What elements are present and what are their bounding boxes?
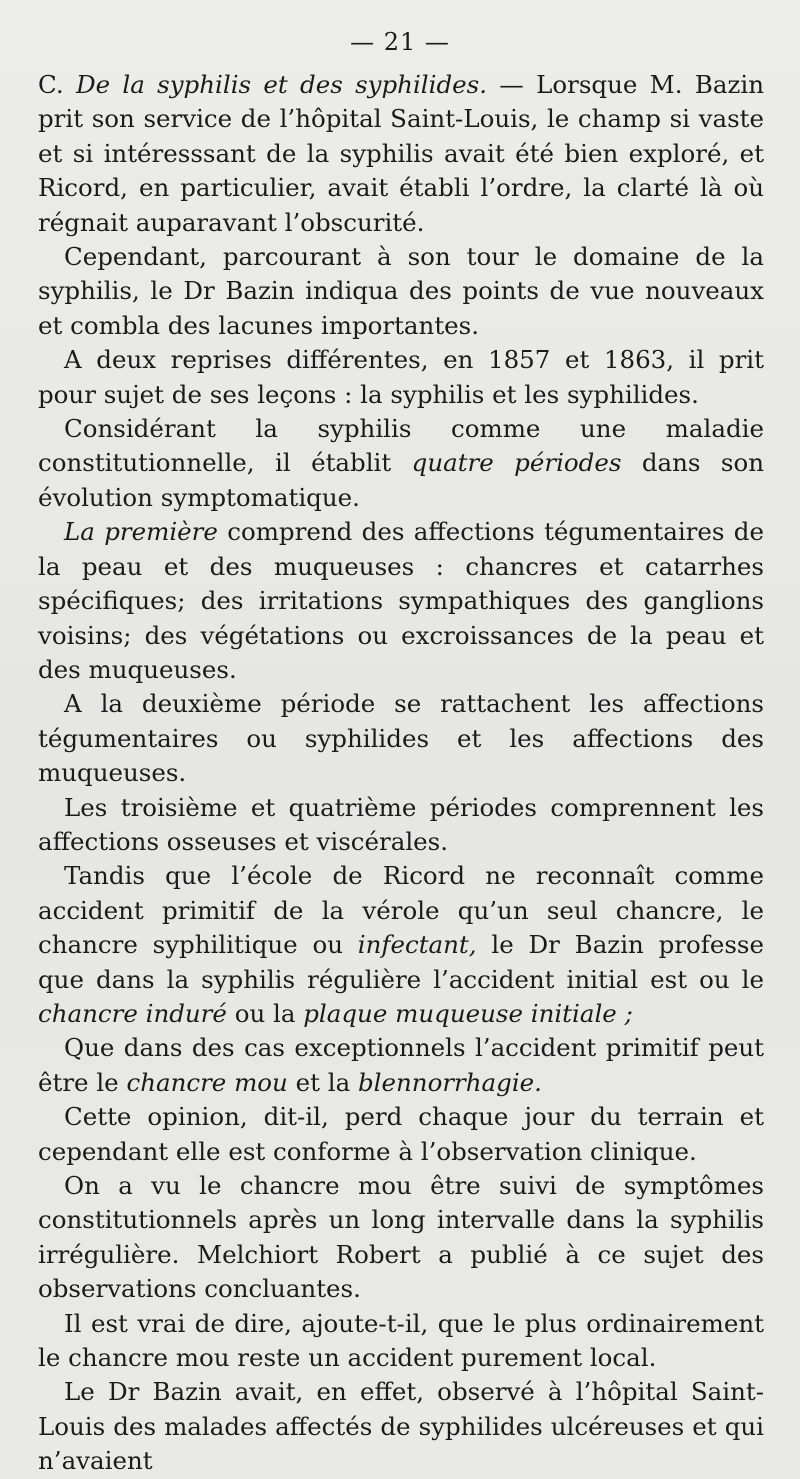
emphasis-chancre-indure: chancre induré <box>38 998 227 1028</box>
emphasis-plaque-muqueuse: plaque muqueuse initiale ; <box>303 998 633 1028</box>
paragraph-4-text-a: Considérant la syphilis comme une maladie constitutionnelle, il établit <box>38 414 764 478</box>
paragraph-7: Les troisième et quatrième périodes comprennent les affections osseuses et viscérales. <box>38 792 764 856</box>
paragraph-4 <box>38 412 764 515</box>
body-text <box>38 68 764 1479</box>
paragraph-5-text: comprend des affections tégumentaires de la peau et des muqueuses : chancres et catarrhes spécifiques; des irritations sympathiques des ganglions voisins; des végétations ou excroissances de la peau et des muqueuses. <box>38 517 764 684</box>
paragraph-8 <box>38 859 764 1031</box>
paragraph-11: On a vu le chancre mou être suivi de symptômes constitutionnels après un long intervalle dans la syphilis irrégulière. Melchiort Robert a publié à ce sujet des observations concluantes. <box>38 1171 764 1304</box>
paragraph-6: A la deuxième période se rattachent les affections tégumentaires ou syphilides et les affections des muqueuses. <box>38 689 764 788</box>
emphasis-chancre-mou: chancre mou <box>126 1067 288 1097</box>
section-heading <box>38 70 536 99</box>
paragraph-2: Cependant, parcourant à son tour le domaine de la syphilis, le Dr Bazin indiqua des points de vue nouveaux et combla des lacunes importantes. <box>38 242 764 340</box>
paragraph-10: Cette opinion, dit-il, perd chaque jour du terrain et cependant elle est conforme à l’observation clinique. <box>38 1102 764 1166</box>
paragraph-9-text-b: et la <box>287 1067 358 1097</box>
paragraph-12: Il est vrai de dire, ajoute-t-il, que le plus ordinairement le chancre mou reste un accident purement local. <box>38 1308 764 1373</box>
page-number: — 21 — <box>350 28 450 56</box>
paragraph-8-text-b: le Dr Bazin professe que dans la syphilis régulière l’accident initial est ou le <box>38 930 764 994</box>
section-title: De la syphilis et des syphilides. <box>75 70 488 99</box>
paragraph-4-text-b: dans son évolution symptomatique. <box>38 448 764 512</box>
paragraph-5 <box>38 515 764 687</box>
paragraph-8-text-a: Tandis que l’école de Ricord ne reconnaît comme accident primitif de la vérole qu’un seul chancre, le chancre syphilitique ou <box>38 861 764 960</box>
paragraph-13: Le Dr Bazin avait, en effet, observé à l’hôpital Saint-Louis des malades affectés de syphilides ulcéreuses et qui n’avaient <box>38 1377 764 1476</box>
heading-dash: — <box>487 70 537 99</box>
emphasis-infectant: infectant, <box>357 930 477 960</box>
emphasis-quatre-periodes: quatre périodes <box>411 448 622 478</box>
paragraph-9-text-a: Que dans des cas exceptionnels l’accident primitif peut être le <box>38 1033 764 1097</box>
emphasis-la-premiere: La première <box>64 517 218 547</box>
emphasis-blennorrhagie: blennorrhagie. <box>358 1067 542 1097</box>
paragraph-9 <box>38 1031 764 1100</box>
section-label: C. <box>38 70 64 99</box>
paragraph-8-text-c: ou la <box>226 998 304 1028</box>
paragraph-1 <box>38 68 764 240</box>
paragraph-3: A deux reprises différentes, en 1857 et 1863, il prit pour sujet de ses leçons : la syphilis et les syphilides. <box>38 345 764 409</box>
paragraph-1-text: Lorsque M. Bazin prit son service de l’hôpital Saint-Louis, le champ si vaste et si intéresssant de la syphilis avait été bien exploré, et Ricord, en particulier, avait établi l’ordre, la clarté là où régnait auparavant l’obscurité. <box>38 70 764 237</box>
